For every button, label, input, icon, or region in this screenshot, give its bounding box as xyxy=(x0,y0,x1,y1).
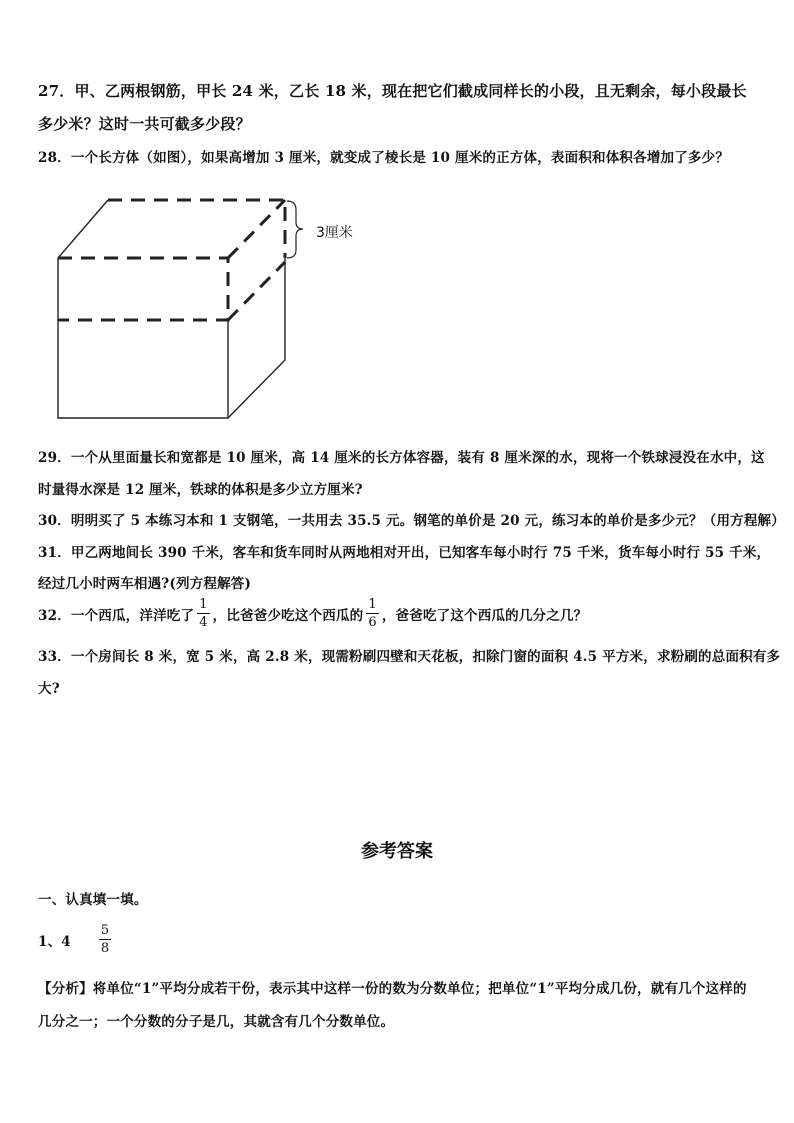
q31-line2: 经过几小时两车相遇?(列方程解答) xyxy=(38,576,252,592)
q32-part3: ，爸爸吃了这个西瓜的几分之几？ xyxy=(381,607,588,624)
q32-part1: 32．一个西瓜，洋洋吃了 xyxy=(38,607,195,624)
cuboid-top-dashed xyxy=(108,200,285,258)
cuboid-side-solid xyxy=(228,258,285,418)
q32-frac1-denominator: 4 xyxy=(199,615,208,630)
q27-line1: 27．甲、乙两根钢筋，甲长 24 米，乙长 18 米，现在把它们截成同样长的小段，且无剩余，每小段最长 xyxy=(38,82,747,100)
q30-text: 30．明明买了 5 本练习本和 1 支钢笔，一共用去 35.5 元。钢笔的单价是 20 元，练习本的单价是多少元？（用方程解） xyxy=(38,513,785,529)
q29-line2: 时量得水深是 12 厘米，铁球的体积是多少立方厘米? xyxy=(38,482,363,498)
answer-1-denominator: 8 xyxy=(100,941,110,956)
q29-line1: 29．一个从里面量长和宽都是 10 厘米，高 14 厘米的长方体容器，装有 8 厘米深的水，现将一个铁球浸没在水中，这 xyxy=(38,450,765,466)
q33-line1: 33．一个房间长 8 米，宽 5 米，高 2.8 米，现需粉刷四壁和天花板，扣除门窗的面积 4.5 平方米，求粉刷的总面积有多 xyxy=(38,649,781,665)
cuboid-front-solid xyxy=(58,320,228,418)
analysis-line1: 【分析】将单位“1”平均分成若干份，表示其中这样一份的数为分数单位；把单位“1”平均分成几份，就有几个这样的 xyxy=(38,981,747,997)
answer-1-numerator: 5 xyxy=(100,923,110,938)
q32-frac2-denominator: 6 xyxy=(368,615,377,630)
q32-fraction-2 xyxy=(366,598,378,629)
answer-1-label: 1、4 xyxy=(38,933,71,950)
q33-line2: 大? xyxy=(38,681,60,697)
q28-text: 28．一个长方体（如图），如果高增加 3 厘米，就变成了棱长是 10 厘米的正方体，表面积和体积各增加了多少？ xyxy=(38,150,730,166)
figure-label-3cm: 3厘米 xyxy=(316,225,353,241)
q32-line xyxy=(38,598,587,629)
q32-frac1-numerator: 1 xyxy=(199,597,208,612)
q32-frac2-numerator: 1 xyxy=(368,597,377,612)
analysis-line2: 几分之一；一个分数的分子是几，其就含有几个分数单位。 xyxy=(38,1014,395,1030)
q27-line2: 多少米？这时一共可截多少段？ xyxy=(38,115,251,133)
answer-1 xyxy=(38,924,114,955)
answers-section-heading: 一、认真填一填。 xyxy=(38,892,148,908)
q32-part2: ，比爸爸少吃这个西瓜的 xyxy=(212,607,364,624)
answers-title: 参考答案 xyxy=(361,841,433,862)
height-brace xyxy=(287,201,303,258)
q32-fraction-1 xyxy=(197,598,209,629)
q31-line1: 31．甲乙两地间长 390 千米，客车和货车同时从两地相对开出，已知客车每小时行 75 千米，货车每小时行 55 千米， xyxy=(38,545,771,561)
answer-1-fraction xyxy=(99,924,111,955)
cuboid-front-dashed xyxy=(58,258,228,320)
